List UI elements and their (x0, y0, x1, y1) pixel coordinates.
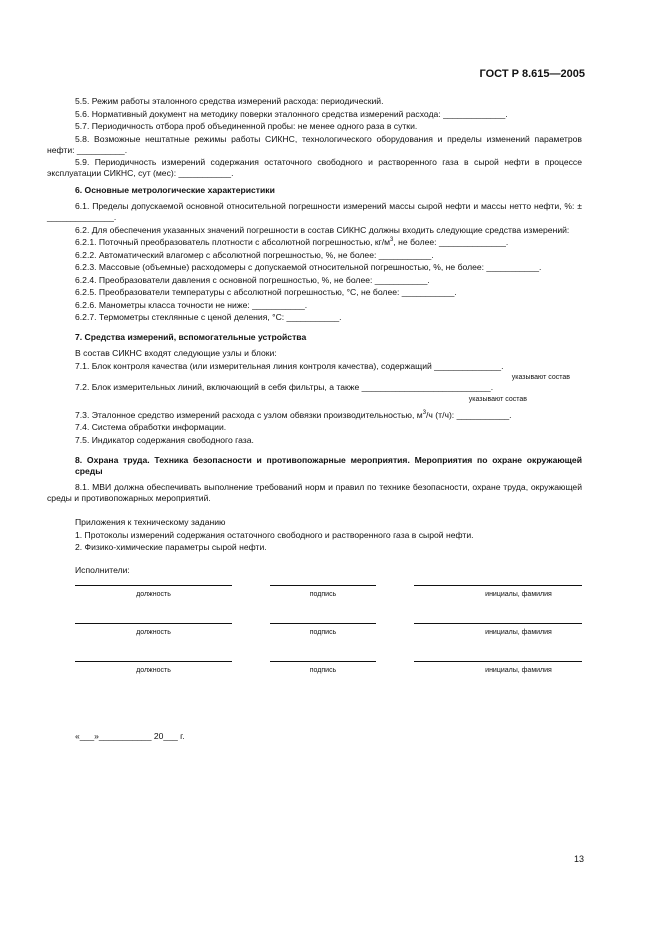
appendix-item-2: 2. Физико-химические параметры сырой нефти. (75, 542, 267, 552)
signature-row (75, 653, 582, 691)
date-line[interactable]: «___»___________ 20___ г. (75, 731, 185, 741)
item-5-6: 5.6. Нормативный документ на методику поверки эталонного средства измерений расхода: _____________. (75, 108, 508, 119)
name-line[interactable] (414, 623, 582, 624)
item-6-2-2: 6.2.2. Автоматический влагомер с абсолютной погрешностью, %, не более: ___________. (75, 249, 434, 260)
section-8-title: 8. Охрана труда. Техника безопасности и противопожарные мероприятия. Мероприятия по охране окружающей среды (75, 454, 582, 476)
cube-superscript: 3 (390, 237, 394, 244)
name-caption: инициалы, фамилия (485, 629, 552, 636)
section-6-title: 6. Основные метрологические характеристики (75, 185, 275, 195)
name-caption: инициалы, фамилия (485, 667, 552, 674)
section-7-title: 7. Средства измерений, вспомогательные устройства (75, 332, 307, 342)
item-6-2-1 (47, 237, 582, 248)
signature-row (75, 577, 582, 615)
item-6-2: 6.2. Для обеспечения указанных значений погрешности в состав СИКНС должны входить следующие средства измерений: (75, 224, 570, 235)
position-line[interactable] (75, 585, 232, 586)
item-7-3-text: 7.3. Эталонное средство измерений расхода с узлом обвязки производительностью, м (75, 409, 423, 420)
name-line[interactable] (414, 585, 582, 586)
executors-label: Исполнители: (75, 564, 130, 575)
item-7-3 (75, 410, 582, 421)
item-5-9: 5.9. Периодичность измерений содержания остаточного свободного и растворенного газа в сырой нефти в процессе эксплуатации СИКНС, сут (мес): ___________. (47, 157, 582, 178)
item-7-1: 7.1. Блок контроля качества (или измерительная линия контроля качества), содержащий ______________. (75, 360, 504, 371)
item-7-5: 7.5. Индикатор содержания свободного газа. (75, 434, 254, 445)
section-7-intro: В состав СИКНС входят следующие узлы и блоки: (75, 348, 277, 358)
position-line[interactable] (75, 661, 232, 662)
signature-line[interactable] (270, 661, 376, 662)
position-caption: должность (136, 667, 171, 674)
item-7-3-tail: /ч (т/ч): ___________. (426, 409, 512, 420)
standard-id: ГОСТ Р 8.615—2005 (479, 68, 585, 80)
item-6-2-3: 6.2.3. Массовые (объемные) расходомеры с допускаемой относительной погрешностью, %, не более: ___________. (75, 262, 542, 272)
item-8-1: 8.1. МВИ должна обеспечивать выполнение требований норм и правил по технике безопасности, охране труда, окружающей среды и противопожарных мероприятий. (47, 481, 582, 503)
item-7-4: 7.4. Система обработки информации. (75, 422, 227, 432)
item-7-2: 7.2. Блок измерительных линий, включающий в себя фильтры, а также ___________________________. (75, 382, 494, 392)
appendix-item-1: 1. Протоколы измерений содержания остаточного свободного и растворенного газа в сырой нефти. (75, 529, 474, 540)
item-6-2-1-tail: , не более: ______________. (393, 237, 509, 247)
item-6-2-1-text: 6.2.1. Поточный преобразователь плотности с абсолютной погрешностью, кг/м (75, 237, 391, 247)
position-caption: должность (136, 591, 171, 598)
signature-line[interactable] (270, 585, 376, 586)
name-caption: инициалы, фамилия (485, 591, 552, 598)
item-6-1: 6.1. Пределы допускаемой основной относительной погрешности измерений массы сырой нефти и массы нетто нефти, %: ± ______________. (47, 201, 582, 222)
item-5-7: 5.7. Периодичность отбора проб объединенной пробы: не менее одного раза в сутки. (75, 121, 418, 131)
item-6-2-5: 6.2.5. Преобразователи температуры с абсолютной погрешностью, °С, не более: ___________. (75, 287, 457, 297)
cube-superscript-2: 3 (422, 409, 427, 416)
item-5-5: 5.5. Режим работы эталонного средства измерений расхода: периодический. (75, 96, 384, 106)
item-7-2-note: указывают состав (468, 395, 527, 403)
position-caption: должность (136, 629, 171, 636)
item-6-2-6: 6.2.6. Манометры класса точности не ниже: ___________. (75, 299, 308, 310)
signature-caption: подпись (309, 667, 337, 674)
item-7-1-note: указывают состав (511, 374, 570, 381)
item-6-2-4: 6.2.4. Преобразователи давления с основной погрешностью, %, не более: ___________. (75, 274, 430, 285)
name-line[interactable] (414, 661, 582, 662)
signature-row (75, 615, 582, 653)
item-6-2-7: 6.2.7. Термометры стеклянные с ценой деления, °С: ___________. (75, 312, 342, 322)
signature-line[interactable] (270, 623, 376, 624)
page-number: 13 (574, 854, 585, 864)
item-5-8: 5.8. Возможные нештатные режимы работы СИКНС, технологического оборудования и пределы изменений параметров нефти: __________. (47, 133, 582, 155)
appendix-title: Приложения к техническому заданию (75, 517, 226, 527)
signature-caption: подпись (309, 591, 337, 598)
signature-caption: подпись (309, 629, 337, 636)
position-line[interactable] (75, 623, 232, 624)
document-body (47, 96, 582, 744)
